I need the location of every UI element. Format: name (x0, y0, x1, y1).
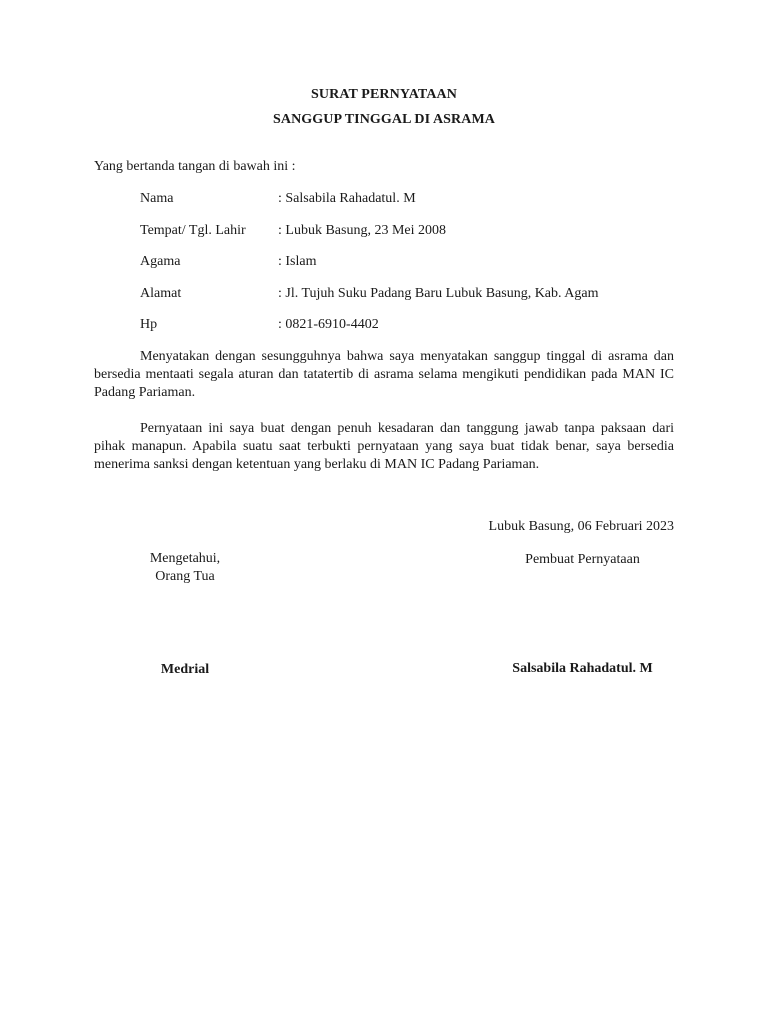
declarant-signature-block (500, 551, 665, 569)
field-value: : Islam (278, 254, 317, 269)
document-title: SURAT PERNYATAAN (311, 87, 457, 102)
document-subtitle: SANGGUP TINGGAL DI ASRAMA (272, 112, 495, 127)
field-row-alamat (140, 286, 700, 306)
field-row-nama (140, 191, 700, 211)
field-row-hp (140, 317, 700, 337)
parent-name: Medrial (160, 662, 210, 677)
declarant-name: Salsabila Rahadatul. M (512, 661, 653, 676)
field-row-tempat-tgl-lahir (140, 223, 700, 243)
field-value: : 0821-6910-4402 (278, 317, 379, 332)
field-label: Nama (140, 191, 174, 206)
field-value: : Jl. Tujuh Suku Padang Baru Lubuk Basung, Kab. Agam (278, 286, 599, 301)
signature-role: Pembuat Pernyataan (525, 552, 640, 567)
field-label: Tempat/ Tgl. Lahir (140, 223, 246, 238)
field-value: : Salsabila Rahadatul. M (278, 191, 416, 206)
field-row-agama (140, 254, 700, 274)
signature-role: Orang Tua (155, 569, 215, 584)
field-label: Alamat (140, 286, 182, 301)
field-label: Hp (140, 317, 158, 332)
place-date: Lubuk Basung, 06 Februari 2023 (488, 519, 674, 534)
signature-heading: Mengetahui, (149, 551, 221, 566)
parent-signature-block (130, 550, 240, 586)
statement-paragraph: Menyatakan dengan sesungguhnya bahwa saya menyatakan sanggup tinggal di asrama dan bersedia mentaati segala aturan dan tatatertib di asrama selama mengikuti pendidikan pada MAN IC Padang Pariaman. (94, 349, 674, 400)
field-value: : Lubuk Basung, 23 Mei 2008 (278, 223, 446, 238)
field-label: Agama (140, 254, 181, 269)
declaration-paragraph: Pernyataan ini saya buat dengan penuh kesadaran dan tanggung jawab tanpa paksaan dari pihak manapun. Apabila suatu saat terbukti pernyataan yang saya buat tidak benar, saya bersedia menerima sanksi dengan ketentuan yang berlaku di MAN IC Padang Pariaman. (94, 421, 674, 472)
intro-text: Yang bertanda tangan di bawah ini : (94, 159, 296, 174)
